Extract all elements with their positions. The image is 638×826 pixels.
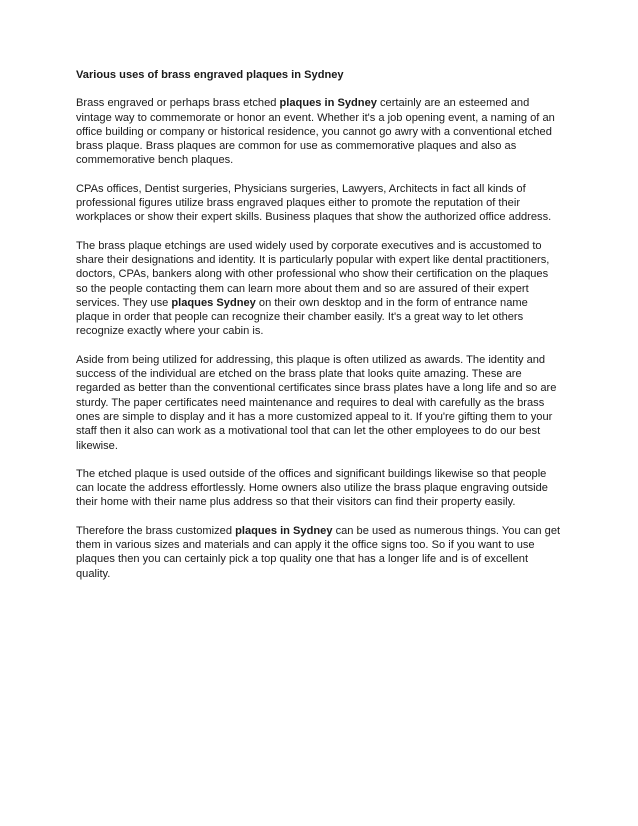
text-segment: The brass plaque etchings are used widely used by corporate executives and is accustomed to share their designations and identity. It is particularly popular with expert like dental practitioners, doctors, CPAs, bankers along with other professional who show their certification on the plaques so the people contacting them can learn more about them and so are assured of their expert services. They use <box>76 239 550 309</box>
text-segment: The etched plaque is used outside of the offices and significant buildings likewise so that people can locate the address effortlessly. Home owners also utilize the brass plaque engraving outside their home with their name plus address so that their visitors can find their property easily. <box>76 467 548 509</box>
keyword-link-plaques-sydney[interactable]: plaques Sydney <box>171 296 256 309</box>
document-title: Various uses of brass engraved plaques in Sydney <box>76 69 344 81</box>
keyword-link-plaques-in-sydney[interactable]: plaques in Sydney <box>235 524 333 537</box>
text-segment: certainly are an esteemed and vintage way to commemorate or honor an event. Whether it's a job opening event, a naming of an office building or company or historical residence, you cannot go awry with a conventional etched brass plaque. Brass plaques are common for use as commemorative plaques and also as commemorative bench plaques. <box>76 97 555 167</box>
paragraph-6 <box>76 524 562 581</box>
text-segment: Brass engraved or perhaps brass etched <box>76 97 280 110</box>
text-segment: Therefore the brass customized <box>76 524 236 537</box>
keyword-link-plaques-in-sydney[interactable]: plaques in Sydney <box>279 97 377 110</box>
paragraph-3 <box>76 239 562 339</box>
text-segment: on their own desktop and in the form of entrance name plaque in order that people can recognize their chamber easily. It's a great way to let others recognize exactly where your cabin is. <box>76 296 528 338</box>
paragraph-2 <box>76 182 562 225</box>
text-segment: CPAs offices, Dentist surgeries, Physicians surgeries, Lawyers, Architects in fact all kinds of professional figures utilize brass engraved plaques either to promote the reputation of their workplaces or show their expert skills. Business plaques that show the authorized office address. <box>76 182 552 224</box>
paragraph-4 <box>76 353 562 453</box>
paragraph-1 <box>76 96 562 167</box>
document-body <box>76 68 562 595</box>
text-segment: Aside from being utilized for addressing, this plaque is often utilized as awards. The identity and success of the individual are etched on the brass plate that looks quite amazing. These are regarded as better than the conventional certificates since brass plates have a long life and so are sturdy. The paper certificates need maintenance and requires to deal with carefully as the brass ones are simple to display and it has a more customized appeal to it. If you're gifting them to your staff then it also can work as a motivational tool that can let the other employees to do our best likewise. <box>76 353 557 452</box>
text-segment: can be used as numerous things. You can get them in various sizes and materials and can apply it the office signs too. So if you want to use plaques then you can certainly pick a top quality one that has a longer life and is of excellent quality. <box>76 524 561 580</box>
paragraph-5 <box>76 467 562 510</box>
